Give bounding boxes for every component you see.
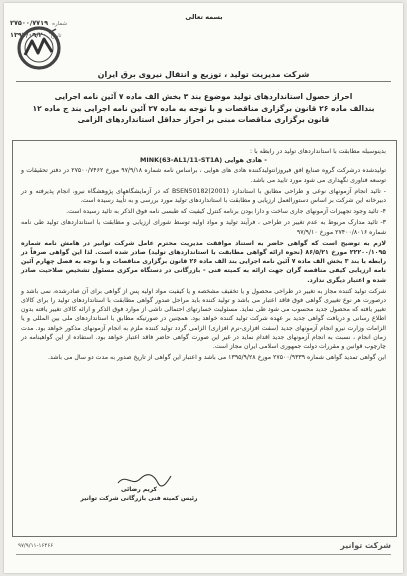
signature-block — [64, 485, 214, 503]
footer-company: شرکت توانیر — [340, 541, 391, 550]
paragraph-3: ۴- تائید وجود تجهیزات آزمونهای جاری ساخت و دارا بودن برنامه کنترل کیفیت که طبسی نامه فوق الذکر به تائید رسیده است. — [66, 208, 386, 216]
document-title — [20, 91, 387, 126]
signatory-name: کریم رضائی — [120, 486, 158, 493]
footer-reference: ۹۷/۹/۱۱-۱۶۴۶۶ — [18, 543, 54, 549]
letter-number: ۲۷۵۰۰/۷۷۱۹ — [10, 19, 49, 27]
paragraph-4: ۳- تائید مدارک مربوط به عدم تغییر در طراحی ، فرآیند تولید و مواد اولیه توسط شورای ارزیابی و مطابقت با استانداردهای تولید طی نامه شماره ۲۷۴۰۰/۸۰۱۶ مورخ ۹۷/۹/۱۰ — [21, 219, 386, 236]
letter-date: ۱۳۹۷/۰۹/۲۰ — [10, 31, 47, 39]
title-line-2: بندالف ماده ۲۶ قانون برگزاری مناقصات و با توجه به ماده ۲۷ آئین نامه اجرایی بند ج ماده ۱۲ — [32, 103, 375, 113]
letter-date-label: تاریخ — [50, 33, 62, 39]
signatory-position: رئیس کمیته فنی بازرگانی شرکت توانیر — [80, 495, 198, 502]
header-divider — [16, 81, 391, 82]
company-title: شرکت مدیریت تولید ، توزیع و انتقال نیروی برق ایران — [97, 70, 310, 79]
paragraph-1: تولیدشده درشرکت گروه صنایع افق فیروزانتولیدکننده هادی های هوایی ، براساس نامه شماره ۹۷/۹/۱۸ مورخ ۲۷۵۰۰/۷۴۶۲ در دفتر تحقیقات و توسعه فناوری نگهداری می شود مورد تایید می باشد. — [21, 167, 386, 184]
title-line-3: قانون برگزاری مناقصات مبنی بر احراز حداقل استانداردهای الزامی — [77, 115, 330, 124]
product-name: - هادی هوایی MINK(63-AL1/11-ST1A) — [140, 156, 267, 165]
footer-divider — [16, 554, 391, 555]
paragraph-2: - تائید انجام آزمونهای نوعی و طراحی مطابق با استاندارد BSEN50182(2001) که در آزمایشگاههای پژوهشگاه نیرو، انجام پذیرفته و در دبیرخانه این شرکت بر اساس دستورالعمل ارزیابی و مطابقت با استانداردهای تولید مورد بررسی و به تأیید رسیده است. — [21, 187, 386, 205]
paragraph-5-note: لازم به توضیح است که گواهی حاضر به استناد موافقت مدیریت محترم عامل شرکت توانیر در هامش نامه شماره ۲۲۲۰۰/۱۰۹۵ مورخ ۸۶/۵/۲۱ (نحوه ارائه گواهی مطابقت با استانداردهای تولید) صادر شده است. لذا این گواهی صرفاً در رابطه با بند ۳ بخش الف ماده ۷ آئین نامه اجرایی بند الف ماده ۲۶ قانون برگزاری مناقصات و با توجه به فصل چهارم آئین نامه ارزیابی کیفی مناقصه گران جهت ارائه به کمیته فنی - بازرگانی در دستگاه مرکزی مسئول تشخیص صلاحیت صادر شده و اعتبار دیگری ندارد. — [21, 239, 387, 284]
basmala: بسمه تعالی — [185, 13, 223, 21]
paragraph-6: شرکت تولید کننده مجاز به تغییر در طراحی محصول و یا تخفیف مشخصه و یا کیفیت مواد اولیه پس از گواهی برای آن صادرشده، نمی باشد و درصورت هر نوع تغییری گواهی فوق فاقد اعتبار می باشد و تولید کننده باید مراحل صدور گواهی مطابقت با استانداردهای تولید را برای کالای تغییر یافته که محصول جدید محسوب می شود طی نماید. مسئولیت خسارتهای احتمالی ناشی از موارد فوق الذکر و ارائه کالای تغییر یافته بدون اطلاع رسانی و دریافت گواهی جدید بر عهده شرکت تولید کننده خواهد بود. همچنین در صورتیکه مطابق با استانداردهای ملی بین المللی و یا الزامات وزارت نیرو انجام آزمونهای جدید (سفت افزاری-نرم افزاری) الزامی گردد تولید کننده ملزم به انجام آزمونهای مذکور خواهد بود. مدت زمان انجام ، نسبت به انجام آزمونهای جدید اقدام نماید در غیر این صورت گواهی حاضر فاقد اعتبار خواهد بود. استفاده از این گواهینامه در چارچوب قوانین و مقررات دولت جمهوری اسلامی ایران مجاز است. — [21, 287, 386, 351]
certificate-body — [12, 140, 397, 537]
certificate-page — [4, 3, 403, 573]
title-line-1: احراز حصول استانداردهای تولید موضوع بند ۳ بخش الف ماده ۷ آئین نامه اجرایی — [54, 92, 353, 101]
company-logo-icon — [16, 25, 62, 71]
paragraph-7: این گواهی تمدید گواهی شماره ۲۷۵۰۰/۹۳۳۹ مورخ ۱۳۹۵/۹/۲۸ می باشد و اعتبار این گواهی از تاریخ صدور به مدت دو سال می باشد. — [48, 354, 386, 362]
certificate-body-text — [21, 147, 386, 364]
intro-text: بدینوسیله مطابقت با استانداردهای تولید در رابطه با : — [250, 148, 386, 155]
letter-number-label: شماره — [52, 21, 68, 27]
